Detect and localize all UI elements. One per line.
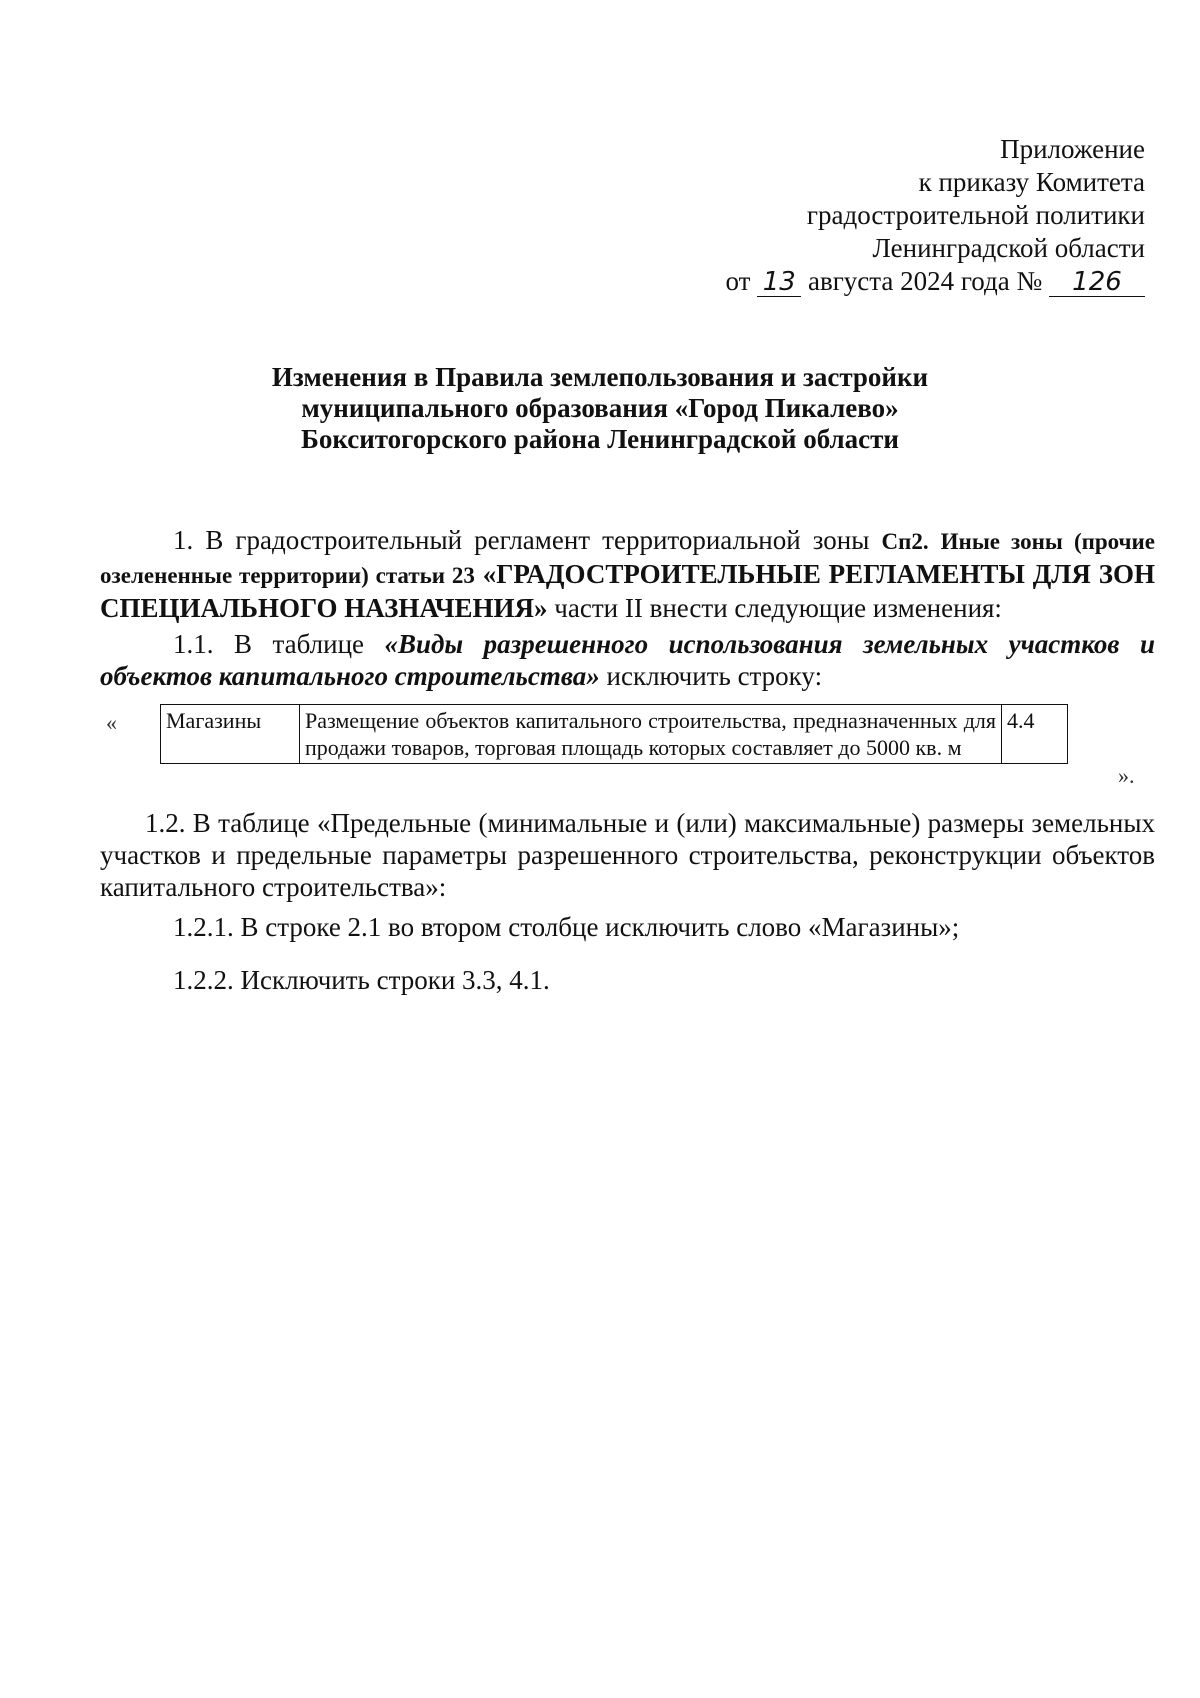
use-code-cell: 4.4 xyxy=(1002,705,1068,764)
zone-code: Сп2. xyxy=(881,529,929,554)
handwritten-day: 13 xyxy=(757,268,801,297)
paragraph-1 xyxy=(100,524,1155,624)
use-name-cell: Магазины xyxy=(161,705,300,764)
order-date-line xyxy=(625,265,1145,298)
paragraph-1-1 xyxy=(100,628,1155,692)
paragraph-1-2-2: 1.2.2. Исключить строки 3.3, 4.1. xyxy=(173,965,550,995)
quote-open: « xyxy=(106,710,117,735)
order-reference: к приказу Комитета xyxy=(918,167,1145,197)
date-rest: августа 2024 года № xyxy=(807,266,1043,296)
paragraph-1-outro: части II внести следующие изменения: xyxy=(554,593,1002,623)
paragraph-1-2-1: 1.2.1. В строке 2.1 во втором столбце исключить слово «Магазины»; xyxy=(173,912,960,942)
excluded-row-table xyxy=(160,704,1068,764)
zone-name: Иные зоны (прочие озелененные территории) статьи 23 xyxy=(100,529,1155,588)
region-name: Ленинградской области xyxy=(872,233,1145,263)
table-name: «Виды разрешенного использования земельных участков и объектов капитального строительства» xyxy=(100,629,1155,691)
paragraph-1-1-outro: исключить строку: xyxy=(606,661,823,691)
committee-name: градостроительной политики xyxy=(806,200,1145,230)
table-row xyxy=(161,705,1068,764)
handwritten-order-number: 126 xyxy=(1049,268,1145,297)
title-line-3: Бокситогорского района Ленинградской области xyxy=(301,424,899,454)
paragraph-1-1-intro: 1.1. В таблице xyxy=(173,629,365,659)
paragraph-1-intro: 1. В градостроительный регламент территориальной зоны xyxy=(173,525,870,555)
article-title: «ГРАДОСТРОИТЕЛЬНЫЕ РЕГЛАМЕНТЫ ДЛЯ ЗОН СПЕЦИАЛЬНОГО НАЗНАЧЕНИЯ» xyxy=(100,559,1155,623)
appendix-header xyxy=(625,133,1145,298)
paragraph-1-2: 1.2. В таблице «Предельные (минимальные и (или) максимальные) размеры земельных участков и предельные параметры разрешенного строительства, реконструкции объектов капитального строительства»: xyxy=(100,808,1155,902)
use-description-cell: Размещение объектов капитального строительства, предназначенных для продажи товаров, торговая площадь которых составляет до 5000 кв. м xyxy=(300,705,1002,764)
title-line-2: муниципального образования «Город Пикалево» xyxy=(301,393,899,423)
title-line-1: Изменения в Правила землепользования и застройки xyxy=(271,362,929,392)
appendix-label: Приложение xyxy=(1000,134,1145,164)
document-title xyxy=(100,362,1100,455)
date-prefix: от xyxy=(725,266,751,296)
quote-close: ». xyxy=(1118,763,1135,788)
